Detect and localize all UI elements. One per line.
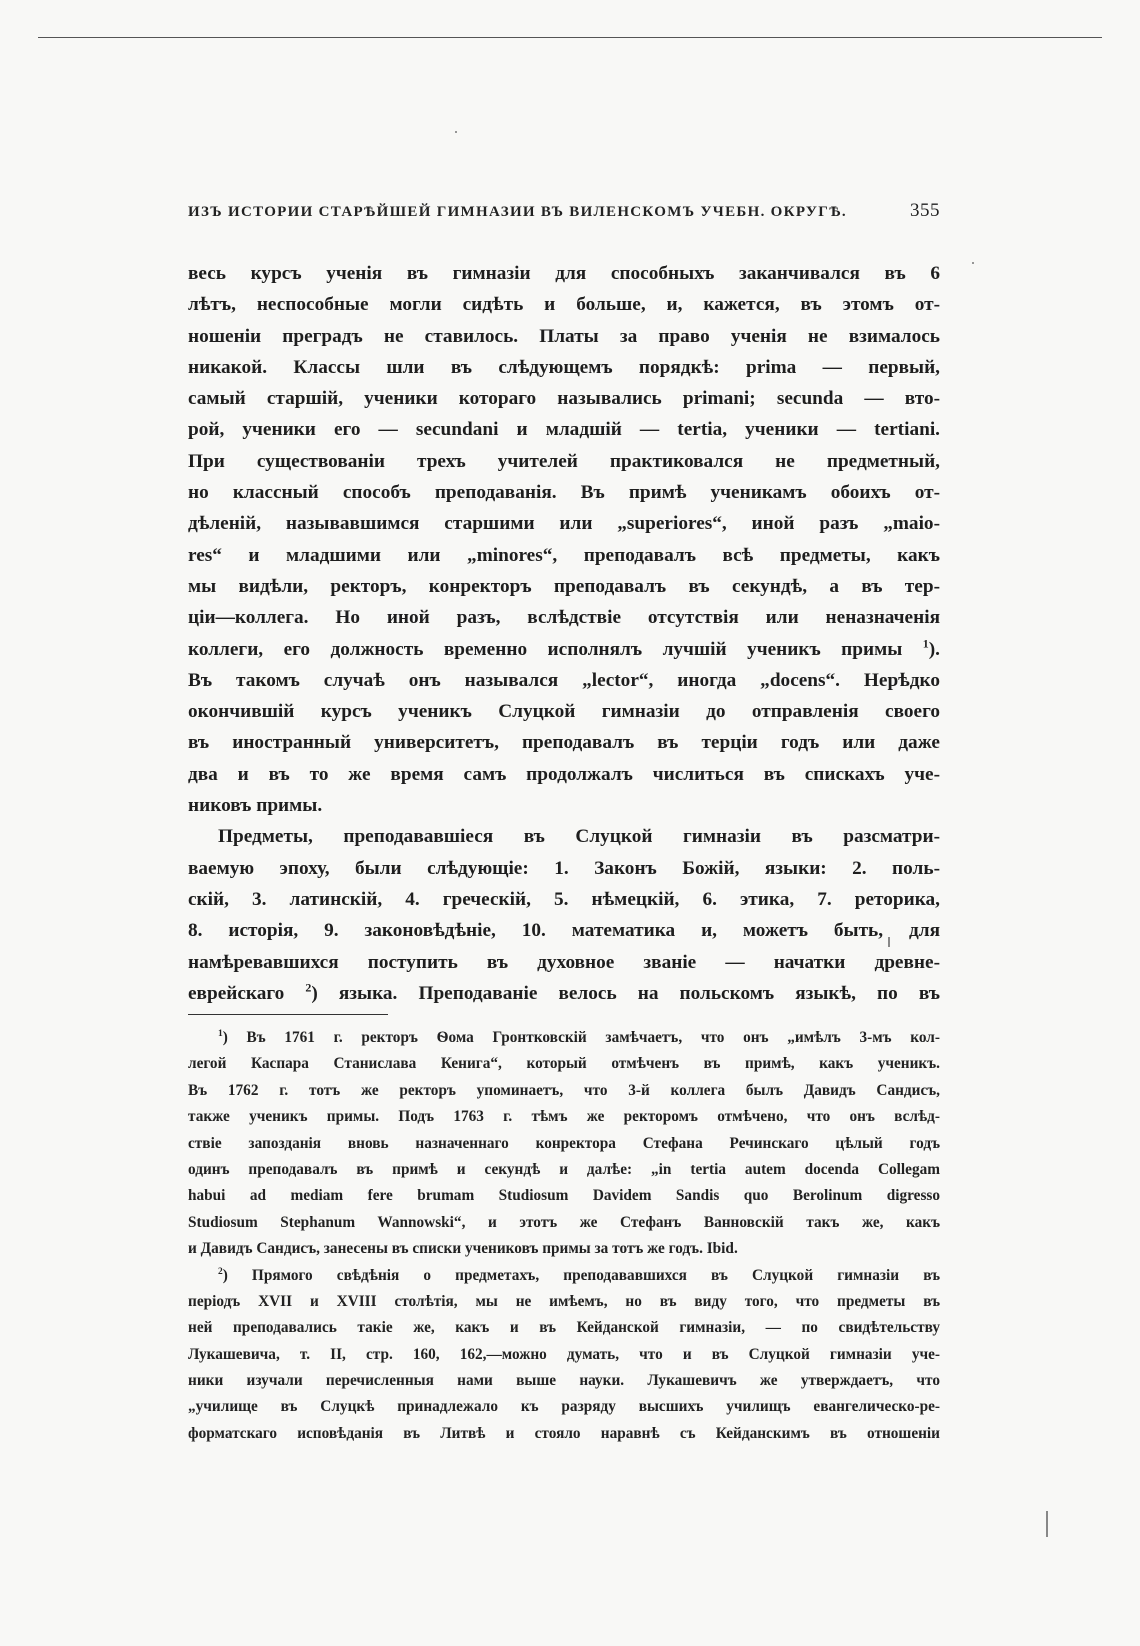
scan-speck (455, 131, 457, 133)
text-line: два и въ то же время самъ продолжалъ числиться въ спискахъ уче- (188, 763, 940, 785)
footnote-1-line: Въ 1762 г. тотъ же ректоръ упоминаетъ, что 3-й коллега былъ Давидъ Сандисъ, (188, 1081, 940, 1099)
footnote-1-line: Studiosum Stephanum Wannowski“, и этотъ же Стефанъ Ванновскій такъ же, какъ (188, 1213, 940, 1231)
text-line-content: языка. Преподаваніе велось на польскомъ языкѣ, по въ (338, 982, 940, 1004)
text-line: рой, ученики его — secundani и младшій — tertia, ученики — tertiani. (188, 419, 940, 441)
footnote-separator (188, 1014, 388, 1015)
footnote-2-text: ) Прямого свѣдѣнія о предметахъ, преподававшихся въ Слуцкой гимназіи въ (222, 1266, 940, 1284)
text-line: Предметы, преподававшіеся въ Слуцкой гимназіи въ разсматри- (218, 826, 940, 848)
footnotes (188, 1025, 940, 1447)
main-text (188, 258, 940, 1009)
text-line: res“ и младшими или „minores“, преподавалъ всѣ предметы, какъ (188, 544, 940, 566)
footnote-1-line: легой Каспара Станислава Кенига“, который отмѣченъ въ примѣ, какъ ученикъ. (188, 1055, 940, 1073)
footnote-ref-2-suffix: ) (311, 982, 318, 1004)
footnote-2-line: періодъ XVII и XVIII столѣтія, мы не имѣемъ, но въ виду того, что предметы въ (188, 1292, 940, 1310)
text-line: намѣревавшихся поступить въ духовное званіе — начатки древне- (188, 951, 940, 973)
text-line (188, 978, 940, 1009)
footnote-2-marker: 2 (218, 1266, 223, 1277)
text-line: окончившій курсъ ученикъ Слуцкой гимназіи до отправленія своего (188, 701, 940, 723)
footnote-ref-1[interactable]: 1 (922, 636, 929, 651)
text-line: никовъ примы. (188, 795, 323, 817)
footnote-2-line: „училище въ Слуцкѣ принадлежало къ разряду высшихъ училищъ евангелическо-ре- (188, 1398, 940, 1416)
footnote-1-line: ствіе запозданія вновь назначеннаго конректора Стефана Речинскаго цѣлый годъ (188, 1134, 940, 1152)
footnote-1-line: habui ad mediam fere brumam Studiosum Davidem Sandis quo Berolinum digresso (188, 1187, 940, 1205)
text-line: дѣленій, называвшимся старшими или „superiores“, иной разъ „maio- (188, 513, 940, 535)
text-line-content: коллеги, его должность временно исполнялъ лучшій ученикъ примы (188, 638, 903, 660)
text-line: лѣтъ, неспособные могли сидѣть и больше, и, кажется, въ этомъ от- (188, 294, 940, 316)
footnote-2-line: ники изучали перечисленныя нами выше науки. Лукашевичъ же утверждаетъ, что (188, 1372, 940, 1390)
footnote-1-line: также ученикъ примы. Подъ 1763 г. тѣмъ же ректоромъ отмѣчено, что онъ вслѣд- (188, 1108, 940, 1126)
text-line: ціи—коллега. Но иной разъ, вслѣдствіе отсутствія или неназначенія (188, 607, 940, 629)
text-line: При существованіи трехъ учителей практиковался не предметный, (188, 450, 940, 472)
footnote-1-text: ) Въ 1761 г. ректоръ Ѳома Гронтковскій замѣчаетъ, что онъ „имѣлъ 3-мъ кол- (222, 1029, 940, 1046)
footnote-ref-1-suffix: ). (928, 638, 940, 660)
footnote-2-line (188, 1263, 940, 1289)
text-line (188, 634, 940, 665)
text-line: весь курсъ ученія въ гимназіи для способныхъ заканчивался въ 6 (188, 263, 940, 284)
scan-speck (972, 262, 974, 264)
text-line: Въ такомъ случаѣ онъ назывался „lector“, иногда „docens“. Нерѣдко (188, 669, 940, 691)
text-line: ваемую эпоху, были слѣдующіе: 1. Законъ Божій, языки: 2. поль- (188, 857, 940, 879)
text-line: но классный способъ преподаванія. Въ примѣ ученикамъ обоихъ от- (188, 482, 940, 504)
footnote-2-line: форматскаго исповѣданія въ Литвѣ и стояло наравнѣ съ Кейданскимъ въ отношеніи (188, 1424, 940, 1442)
text-line: ношеніи преградъ не ставилось. Платы за право ученія не взималось (188, 325, 940, 347)
scan-top-rule (38, 37, 1102, 38)
text-line: самый старшій, ученики котораго назывались primani; secunda — вто- (188, 388, 940, 410)
footnote-1-line (188, 1025, 940, 1051)
running-head (188, 200, 940, 224)
footnote-2-line: ней преподавались такіе же, какъ и въ Кейданской гимназіи, — по свидѣтельству (188, 1319, 940, 1337)
text-line: мы видѣли, ректоръ, конректоръ преподавалъ въ секундѣ, а въ тер- (188, 575, 940, 597)
footnote-ref-2[interactable]: 2 (305, 980, 312, 995)
page-number: 355 (910, 200, 940, 221)
text-line: никакой. Классы шли въ слѣдующемъ порядкѣ: prima — первый, (188, 356, 940, 378)
footnote-1-line: одинъ преподавалъ въ примѣ и секундѣ и далѣе: „in tertia autem docenda Collegam (188, 1160, 940, 1178)
footnote-1-marker: 1 (218, 1028, 223, 1039)
text-line: въ иностранный университетъ, преподавалъ въ терціи годъ или даже (188, 732, 940, 754)
text-line-content: еврейскаго (188, 982, 285, 1004)
footnote-1-line: и Давидъ Сандисъ, занесены въ списки учениковъ примы за тотъ же годъ. Ibid. (188, 1240, 738, 1258)
text-line: 8. исторія, 9. законовѣдѣніе, 10. математика и, можетъ быть, для (188, 920, 940, 942)
scan-mark (1046, 1511, 1048, 1537)
footnote-2-line: Лукашевича, т. II, стр. 160, 162,—можно думать, что и въ Слуцкой гимназіи уче- (188, 1345, 940, 1363)
text-line: скій, 3. латинскій, 4. греческій, 5. нѣмецкій, 6. этика, 7. реторика, (188, 888, 940, 910)
running-head-title: ИЗЪ ИСТОРИИ СТАРѢЙШЕЙ ГИМНАЗИИ ВЪ ВИЛЕНСКОМЪ УЧЕБН. ОКРУГѢ. (188, 204, 847, 220)
